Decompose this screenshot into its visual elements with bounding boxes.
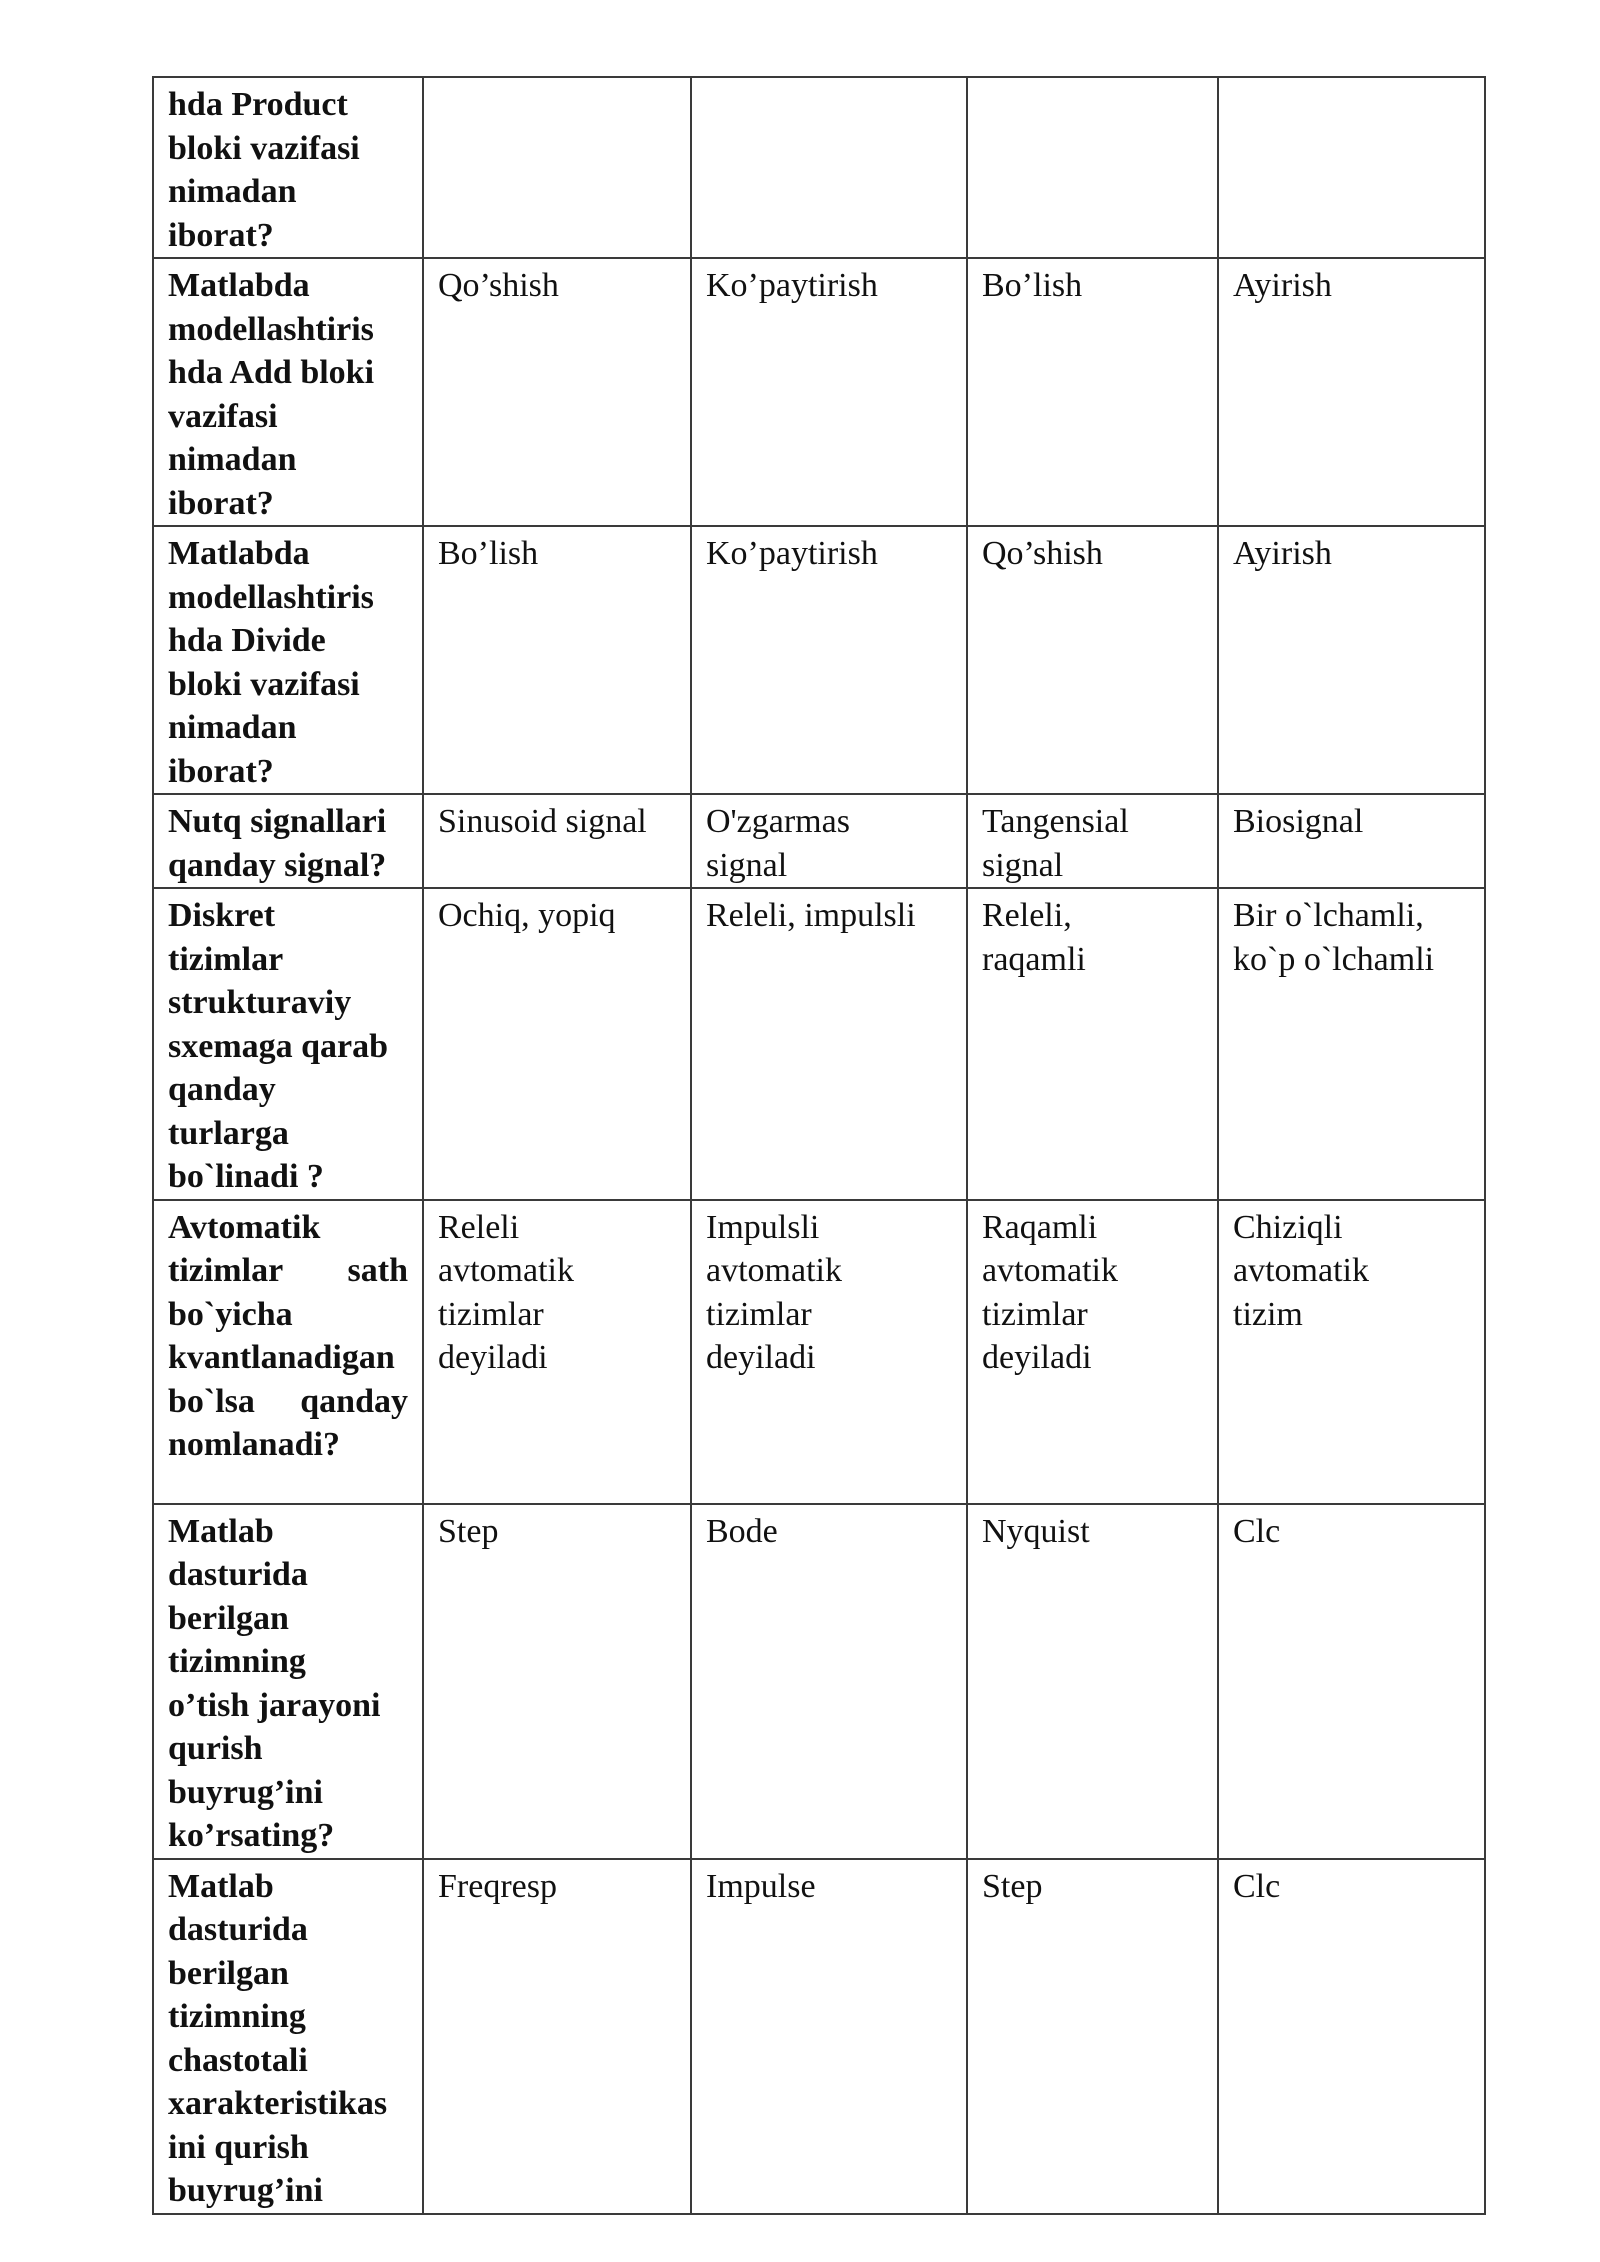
question-cell: Matlab dasturida berilgan tizimning o’tish jarayoni qurish buyrug’ini ko’rsating?	[153, 1504, 423, 1859]
answer-cell: Ayirish	[1218, 258, 1485, 526]
answer-cell: Clc	[1218, 1859, 1485, 2214]
table-row	[153, 77, 1485, 258]
table-row	[153, 794, 1485, 888]
answer-cell	[691, 77, 967, 258]
answer-cell: Impulsli avtomatik tizimlar deyiladi	[691, 1200, 967, 1504]
answer-cell: Ayirish	[1218, 526, 1485, 794]
answer-cell: Releli, raqamli	[967, 888, 1218, 1200]
answer-cell: Biosignal	[1218, 794, 1485, 888]
table-row	[153, 526, 1485, 794]
answer-cell: Ko’paytirish	[691, 526, 967, 794]
answer-cell: Qo’shish	[423, 258, 691, 526]
answer-cell: Raqamli avtomatik tizimlar deyiladi	[967, 1200, 1218, 1504]
answer-cell	[967, 77, 1218, 258]
table-row	[153, 1200, 1485, 1504]
answer-cell: Releli avtomatik tizimlar deyiladi	[423, 1200, 691, 1504]
answer-cell: Clc	[1218, 1504, 1485, 1859]
answer-cell: Qo’shish	[967, 526, 1218, 794]
question-cell: Matlab dasturida berilgan tizimning chastotali xarakteristikas ini qurish buyrug’ini	[153, 1859, 423, 2214]
answer-cell: Step	[423, 1504, 691, 1859]
answer-cell: Chiziqli avtomatik tizim	[1218, 1200, 1485, 1504]
table-row	[153, 888, 1485, 1200]
answer-cell: Bir o`lchamli, ko`p o`lchamli	[1218, 888, 1485, 1200]
answer-cell: Ko’paytirish	[691, 258, 967, 526]
answer-cell: Freqresp	[423, 1859, 691, 2214]
answer-cell: Bode	[691, 1504, 967, 1859]
question-cell: Matlabda modellashtiris hda Add bloki vazifasi nimadan iborat?	[153, 258, 423, 526]
question-cell: Nutq signallari qanday signal?	[153, 794, 423, 888]
answer-cell	[1218, 77, 1485, 258]
question-cell: Diskret tizimlar strukturaviy sxemaga qarab qanday turlarga bo`linadi ?	[153, 888, 423, 1200]
answer-cell: Impulse	[691, 1859, 967, 2214]
quiz-table	[152, 76, 1486, 2215]
question-cell: Avtomatik tizimlar sath bo`yicha kvantlanadigan bo`lsa qanday nomlanadi?	[153, 1200, 423, 1504]
answer-cell: Nyquist	[967, 1504, 1218, 1859]
answer-cell: Ochiq, yopiq	[423, 888, 691, 1200]
question-cell: hda Product bloki vazifasi nimadan iborat?	[153, 77, 423, 258]
answer-cell	[423, 77, 691, 258]
table-row	[153, 258, 1485, 526]
answer-cell: Sinusoid signal	[423, 794, 691, 888]
answer-cell: Bo’lish	[967, 258, 1218, 526]
answer-cell: Step	[967, 1859, 1218, 2214]
answer-cell: Tangensial signal	[967, 794, 1218, 888]
answer-cell: Bo’lish	[423, 526, 691, 794]
table-row	[153, 1859, 1485, 2214]
table-row	[153, 1504, 1485, 1859]
question-cell: Matlabda modellashtiris hda Divide bloki vazifasi nimadan iborat?	[153, 526, 423, 794]
answer-cell: O'zgarmas signal	[691, 794, 967, 888]
answer-cell: Releli, impulsli	[691, 888, 967, 1200]
